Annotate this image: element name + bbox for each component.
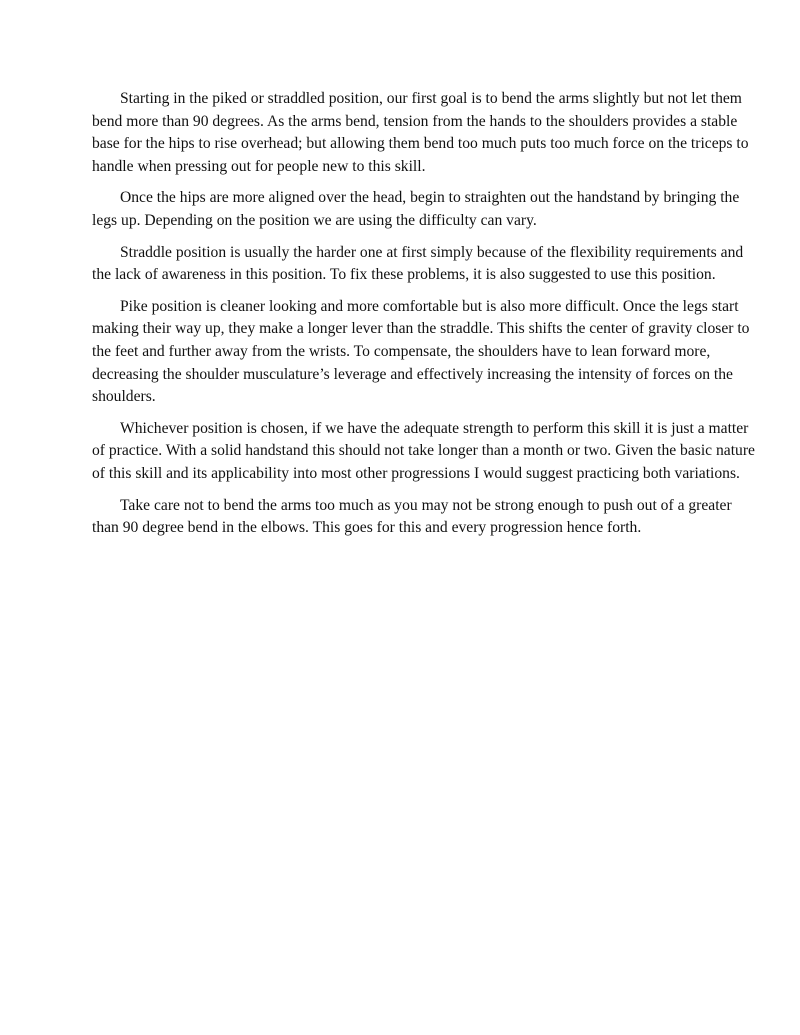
document-page (92, 88, 758, 549)
paragraph-5: Whichever position is chosen, if we have the adequate strength to perform this skill it is just a matter of practice. With a solid handstand this should not take longer than a month or two. Given the basic nature of this skill and its applicability into most other progressions I would suggest practicing both variations. (92, 419, 755, 482)
paragraph-1: Starting in the piked or straddled position, our first goal is to bend the arms slightly but not let them bend more than 90 degrees. As the arms bend, tension from the hands to the shoulders provides a stable base for the hips to rise overhead; but allowing them bend too much puts too much force on the triceps to handle when pressing out for people new to this skill. (92, 90, 749, 175)
paragraph-6: Take care not to bend the arms too much as you may not be strong enough to push out of a greater than 90 degree bend in the elbows. This goes for this and every progression hence forth. (92, 496, 732, 537)
paragraph-3: Straddle position is usually the harder one at first simply because of the flexibility requirements and the lack of awareness in this position. To fix these problems, it is also suggested to use this position. (92, 243, 744, 284)
paragraph-2: Once the hips are more aligned over the head, begin to straighten out the handstand by bringing the legs up. Depending on the position we are using the difficulty can vary. (92, 189, 740, 229)
paragraph-4: Pike position is cleaner looking and more comfortable but is also more difficult. Once the legs start making their way up, they make a longer lever than the straddle. This shifts the center of gravity closer to the feet and further away from the wrists. To compensate, the shoulders have to lean forward more, decreasing the shoulder musculature’s leverage and effectively increasing the intensity of forces on the shoulders. (92, 297, 750, 406)
